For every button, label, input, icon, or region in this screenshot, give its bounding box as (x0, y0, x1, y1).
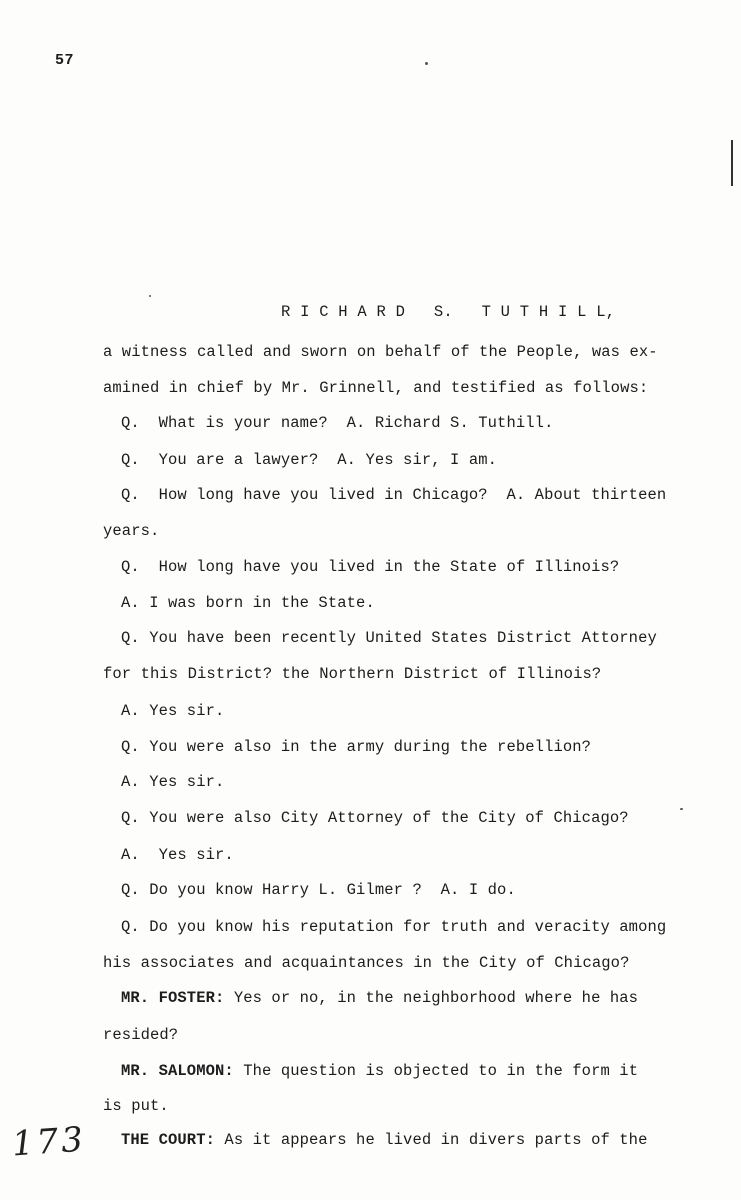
line-text: a witness called and sworn on behalf of the People, was ex- (103, 343, 658, 361)
line-text: A. Yes sir. (121, 846, 234, 864)
transcript-line (121, 881, 516, 899)
line-text: Q. Do you know Harry L. Gilmer ? A. I do. (121, 881, 516, 899)
transcript-line (103, 665, 601, 683)
line-text: amined in chief by Mr. Grinnell, and testified as follows: (103, 379, 649, 397)
page-number: 57 (55, 52, 75, 69)
line-text: his associates and acquaintances in the City of Chicago? (103, 954, 630, 972)
transcript-line (121, 486, 666, 504)
line-text: Q. You were also City Attorney of the City of Chicago? (121, 809, 629, 827)
transcript-line (121, 1062, 638, 1080)
speaker-label: MR. SALOMON: (121, 1062, 234, 1080)
line-text: Q. Do you know his reputation for truth and veracity among (121, 918, 667, 936)
transcript-line (103, 343, 658, 361)
transcript-line (121, 773, 224, 791)
line-text: The question is objected to in the form it (233, 1062, 639, 1080)
transcript-line (121, 594, 375, 612)
line-text: Q. You have been recently United States District Attorney (121, 629, 657, 647)
line-text: A. Yes sir. (121, 773, 225, 791)
line-text: Q. How long have you lived in Chicago? A. About thirteen (121, 486, 667, 504)
scan-edge-mark (731, 140, 733, 186)
line-text: Yes or no, in the neighborhood where he has (224, 989, 639, 1007)
line-text: Q. You are a lawyer? A. Yes sir, I am. (121, 451, 498, 469)
witness-heading: R I C H A R D S. T U T H I L L, (281, 303, 616, 321)
transcript-line (121, 738, 591, 756)
speaker-label: THE COURT: (121, 1131, 216, 1149)
line-text: resided? (103, 1026, 179, 1044)
line-text: Q. What is your name? A. Richard S. Tuthill. (121, 414, 554, 432)
transcript-line (121, 451, 497, 469)
transcript-line (121, 846, 234, 864)
transcript-line (121, 809, 629, 827)
transcript-line (103, 522, 159, 540)
transcript-line (121, 918, 666, 936)
handwritten-margin-note: 173 (10, 1119, 88, 1165)
transcript-line (121, 989, 638, 1007)
scan-speck (149, 295, 151, 297)
scan-speck (425, 62, 428, 65)
transcript-line (103, 1026, 178, 1044)
transcript-line (103, 379, 648, 397)
transcript-line (121, 1131, 648, 1149)
line-text: A. I was born in the State. (121, 594, 375, 612)
line-text: years. (103, 522, 160, 540)
line-text: Q. You were also in the army during the rebellion? (121, 738, 592, 756)
line-text: for this District? the Northern District of Illinois? (103, 665, 602, 683)
line-text: Q. How long have you lived in the State of Illinois? (121, 558, 620, 576)
transcript-line (121, 558, 619, 576)
transcript-line (121, 702, 224, 720)
scan-speck (680, 808, 683, 810)
transcript-line (103, 1097, 169, 1115)
line-text: A. Yes sir. (121, 702, 225, 720)
line-text: is put. (103, 1097, 169, 1115)
line-text: As it appears he lived in divers parts of the (215, 1131, 648, 1149)
speaker-label: MR. FOSTER: (121, 989, 225, 1007)
transcript-line (103, 954, 629, 972)
transcript-line (121, 414, 553, 432)
transcript-line (121, 629, 657, 647)
